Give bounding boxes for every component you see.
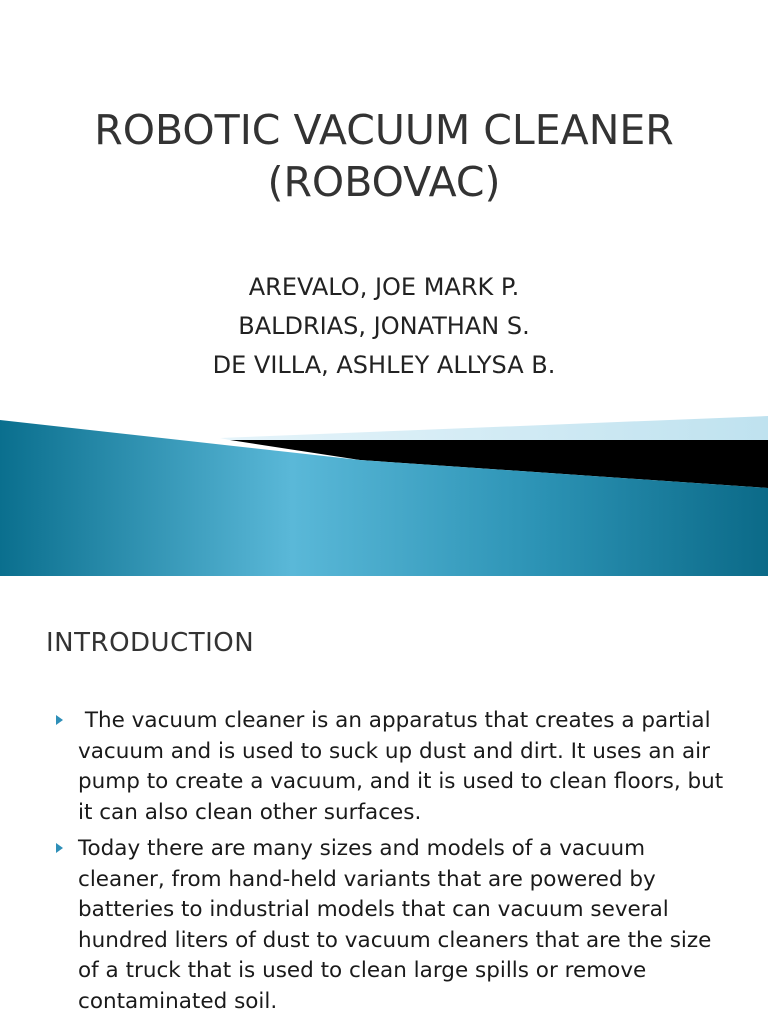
triangle-right-icon [56,715,63,725]
slide-title [0,104,768,208]
slide-title-line-2: (ROBOVAC) [267,158,501,206]
introduction-slide [0,576,768,1024]
slide-title-line-1: ROBOTIC VACUUM CLEANER [94,106,674,154]
list-item [56,706,736,828]
triangle-right-icon [56,843,63,853]
bullet-list [56,706,736,1023]
author-list [0,268,768,385]
pale-stripe [220,416,768,440]
author-name: BALDRIAS, JONATHAN S. [238,312,530,340]
bullet-text: The vacuum cleaner is an apparatus that creates a partial vacuum and is used to suck up dust and dirt. It uses an air pump to create a vacuum, and it is used to clean floors, but it can also clean other surfaces. [78,708,731,825]
author-name: AREVALO, JOE MARK P. [248,273,520,301]
bullet-text: Today there are many sizes and models of a vacuum cleaner, from hand-held variants that are powered by batteries to industrial models that can vacuum several hundred liters of dust to vacuum cleaners that are the size of a truck that is used to clean large spills or remove contaminated soil. [78,836,712,1014]
list-item [56,834,736,1017]
section-heading: INTRODUCTION [46,628,255,658]
decorative-wave-band [0,410,768,576]
author-name: DE VILLA, ASHLEY ALLYSA B. [212,351,556,379]
